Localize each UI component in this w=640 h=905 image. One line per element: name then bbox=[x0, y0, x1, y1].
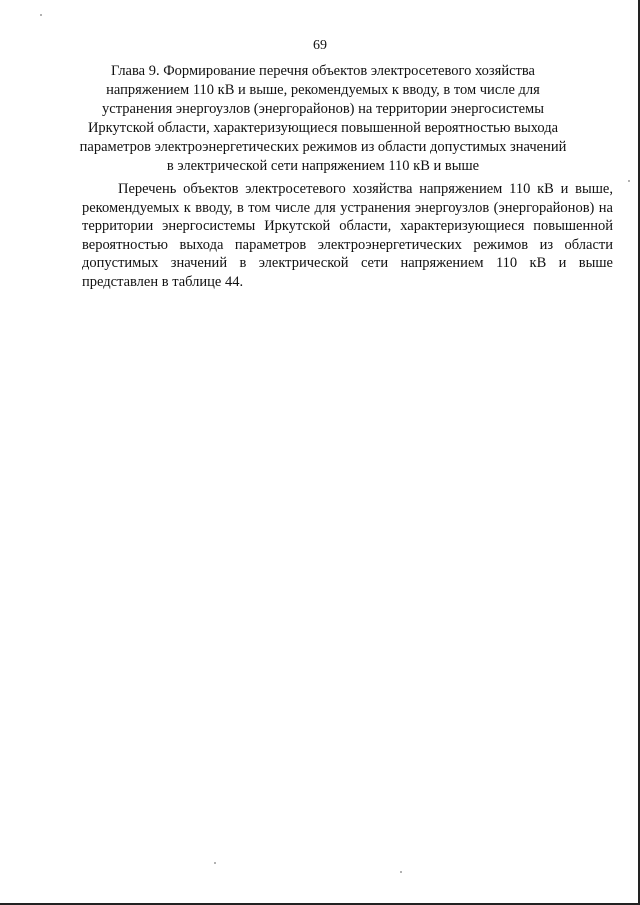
scan-speck bbox=[214, 862, 216, 864]
page-number: 69 bbox=[313, 38, 327, 53]
scan-speck bbox=[40, 14, 42, 16]
chapter-title: Глава 9. Формирование перечня объектов электросетевого хозяйства напряжением 110 кВ и выше, рекомендуемых к вводу, в том числе для устранения энергоузлов (энергорайонов) на территории энергосистемы Иркутской области, характеризующиеся повышенной вероятностью выхода параметров электроэнергетических режимов из области допустимых значений в электрической сети напряжением 110 кВ и выше bbox=[79, 63, 567, 174]
scan-speck bbox=[628, 180, 630, 182]
body-paragraph: Перечень объектов электросетевого хозяйства напряжением 110 кВ и выше, рекомендуемых к вводу, в том числе для устранения энергоузлов (энергорайонов) на территории энергосистемы Иркутской области, характеризующиеся повышенной вероятностью выхода параметров электроэнергетических режимов из области допустимых значений в электрической сети напряжением 110 кВ и выше представлен в таблице 44. bbox=[82, 181, 613, 290]
scan-speck bbox=[400, 871, 402, 873]
